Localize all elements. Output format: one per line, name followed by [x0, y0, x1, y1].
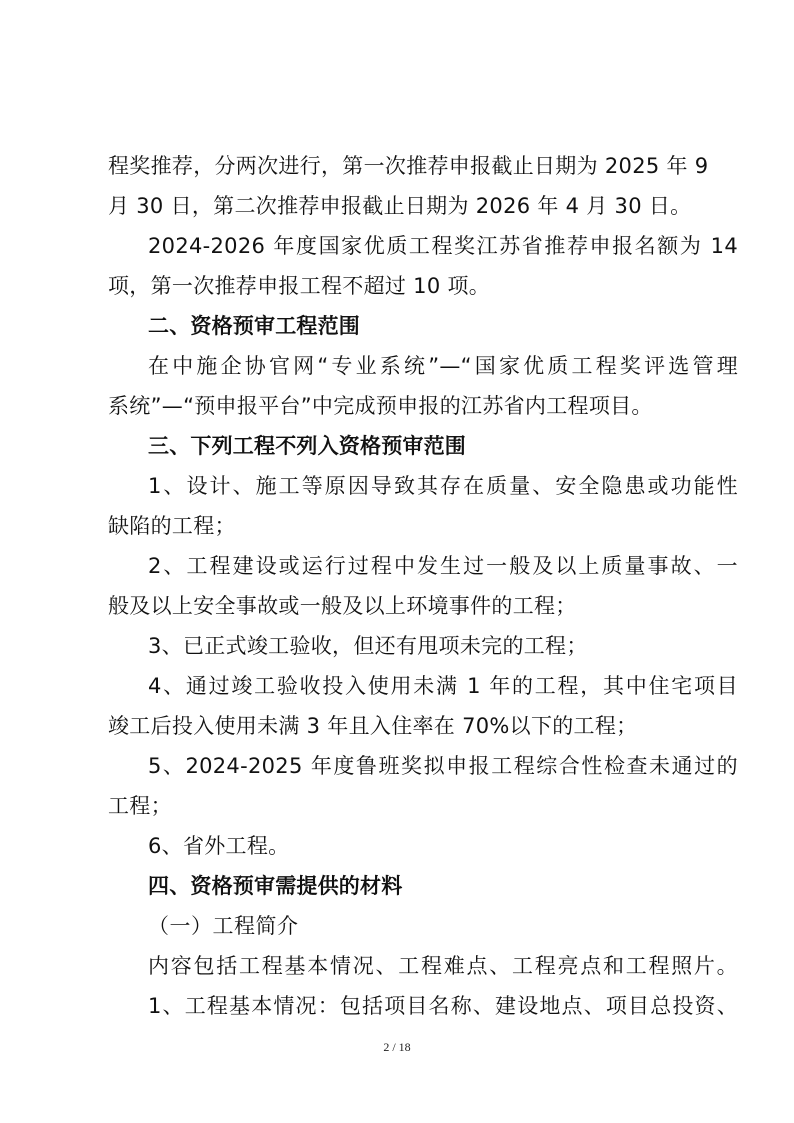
subsection-heading: （一）工程简介: [148, 914, 299, 938]
list-item-line: 般及以上安全事故或一般及以上环境事件的工程；: [108, 594, 577, 618]
paragraph-line: 程奖推荐，分两次进行，第一次推荐申报截止日期为 2025 年 9: [108, 154, 709, 178]
paragraph-line: 1、工程基本情况：包括项目名称、建设地点、项目总投资、: [148, 994, 738, 1018]
list-item-line: 缺陷的工程；: [108, 514, 236, 538]
paragraph-line: 内容包括工程基本情况、工程难点、工程亮点和工程照片。: [148, 954, 738, 978]
page-number: 2 / 18: [383, 1040, 411, 1054]
paragraph-line: 项，第一次推荐申报工程不超过 10 项。: [108, 274, 491, 298]
list-item-line: 4、通过竣工验收投入使用未满 1 年的工程，其中住宅项目: [148, 674, 738, 698]
paragraph-line: 系统”—“预申报平台”中完成预申报的江苏省内工程项目。: [108, 394, 653, 418]
list-item-line: 工程；: [108, 794, 172, 818]
list-item-line: 6、省外工程。: [148, 834, 290, 858]
paragraph-line: 2024-2026 年度国家优质工程奖江苏省推荐申报名额为 14: [148, 234, 738, 258]
section-heading: 四、资格预审需提供的材料: [148, 874, 403, 898]
list-item-line: 3、已正式竣工验收，但还有甩项未完的工程；: [148, 634, 588, 658]
paragraph-line: 在中施企协官网“专业系统”—“国家优质工程奖评选管理: [148, 354, 738, 378]
paragraph-line: 月 30 日，第二次推荐申报截止日期为 2026 年 4 月 30 日。: [108, 194, 692, 218]
list-item-line: 5、2024-2025 年度鲁班奖拟申报工程综合性检查未通过的: [148, 754, 738, 778]
section-heading: 二、资格预审工程范围: [148, 314, 360, 338]
list-item-line: 2、工程建设或运行过程中发生过一般及以上质量事故、一: [148, 554, 738, 578]
section-heading: 三、下列工程不列入资格预审范围: [148, 434, 466, 458]
document-body: [108, 146, 738, 1026]
list-item-line: 竣工后投入使用未满 3 年且入住率在 70%以下的工程；: [108, 714, 638, 738]
list-item-line: 1、设计、施工等原因导致其存在质量、安全隐患或功能性: [148, 474, 738, 498]
